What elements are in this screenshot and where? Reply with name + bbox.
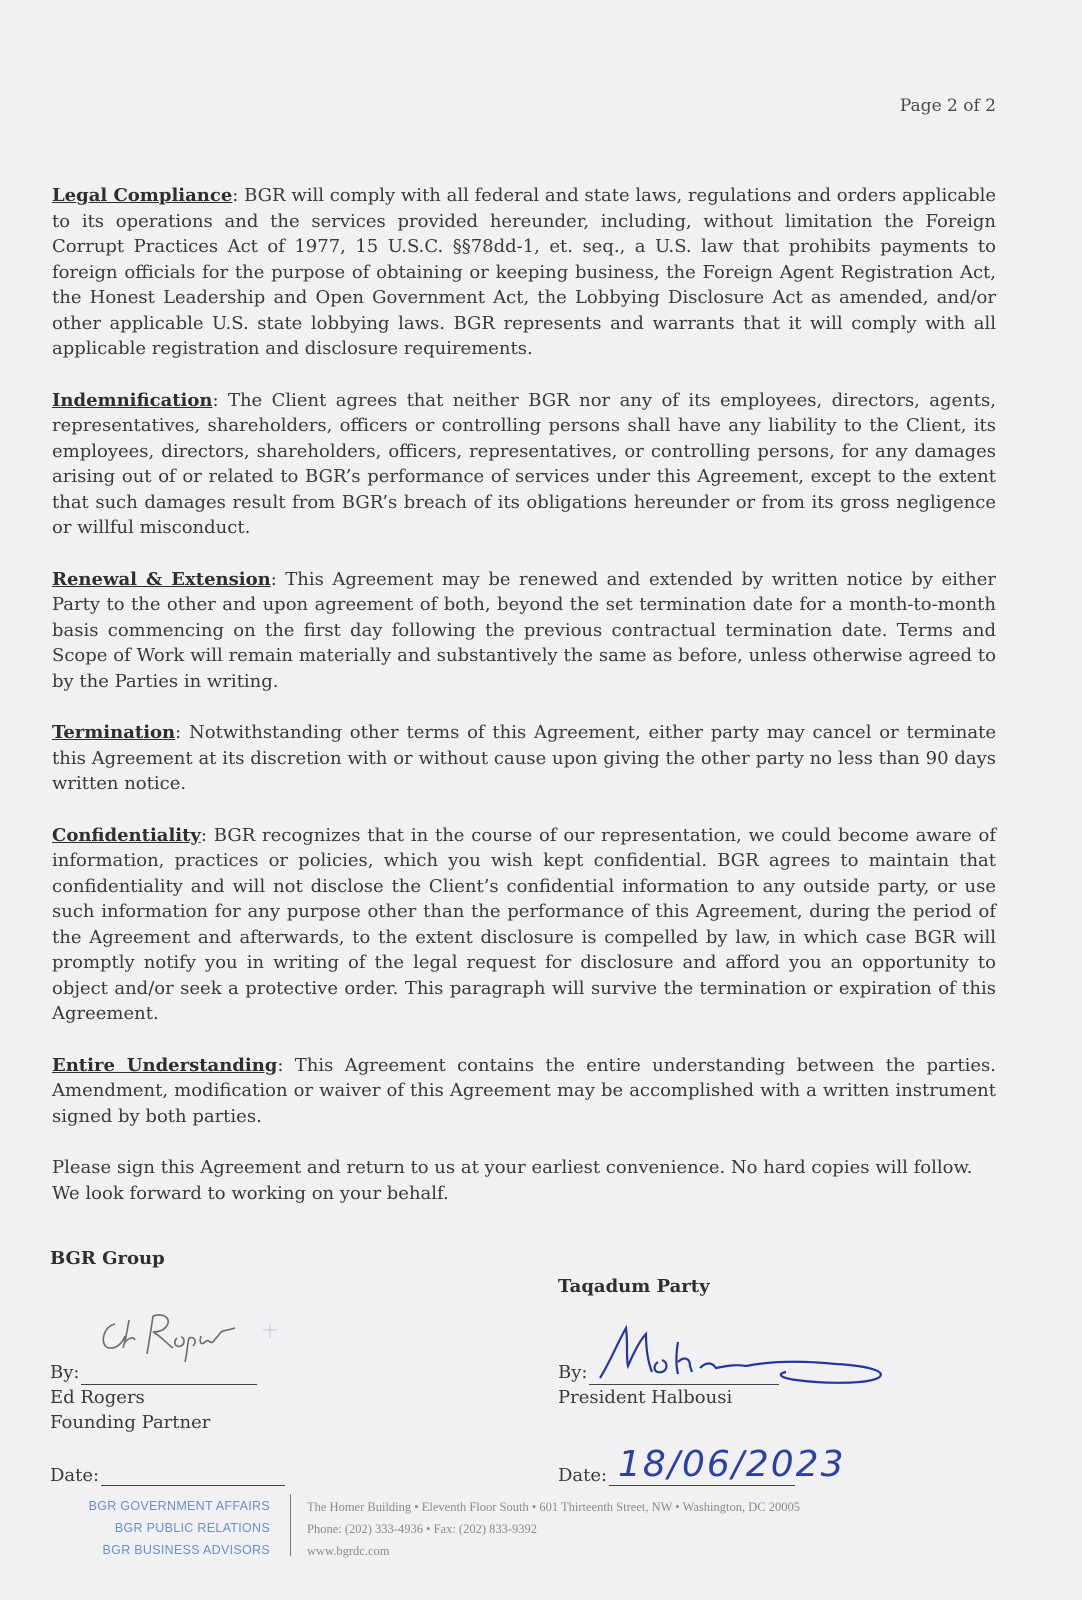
date-label: Date: (558, 1465, 608, 1486)
signature-ed-rogers (95, 1302, 285, 1362)
footer-contact (307, 1496, 800, 1562)
clause-confidentiality (52, 823, 996, 1027)
right-signature-block (558, 1360, 779, 1410)
clause-title: Renewal & Extension (52, 568, 271, 590)
footer-division: BGR BUSINESS ADVISORS (102, 1543, 270, 1557)
left-date-field (50, 1465, 285, 1486)
footer-website: www.bgrdc.com (307, 1544, 390, 1558)
signer-name: Ed Rogers (50, 1387, 145, 1408)
date-label: Date: (50, 1465, 100, 1486)
signature-line (589, 1366, 779, 1385)
left-party-org: BGR Group (50, 1248, 165, 1269)
footer-address: The Homer Building • Eleventh Floor South • 601 Thirteenth Street, NW • Washington, DC 20005 (307, 1500, 800, 1514)
agreement-clauses (52, 183, 996, 1206)
clause-indemnification (52, 388, 996, 541)
clause-entire-understanding (52, 1053, 996, 1130)
clause-body: : BGR will comply with all federal and state laws, regulations and orders applicable to its operations and the services provided hereunder, including, without limitation the Foreign Corrupt Practices Act of 1977, 15 U.S.C. §§78dd-1, et. seq., a U.S. law that prohibits payments to foreign officials for the purpose of obtaining or keeping business, the Foreign Agent Registration Act, the Honest Leadership and Open Government Act, the Lobbying Disclosure Act as amended, and/or other applicable U.S. state lobbying laws. BGR represents and warrants that it will comply with all applicable registration and disclosure requirements. (52, 185, 996, 359)
signature-line (81, 1366, 257, 1385)
clause-legal-compliance (52, 183, 996, 362)
clause-body: : Notwithstanding other terms of this Agreement, either party may cancel or terminate this Agreement at its discretion with or without cause upon giving the other party no less than 90 days written notice. (52, 722, 996, 794)
clause-title: Confidentiality (52, 824, 201, 846)
by-label: By: (50, 1362, 80, 1383)
clause-body: : The Client agrees that neither BGR nor any of its employees, directors, agents, representatives, shareholders, officers or controlling persons shall have any liability to the Client, its employees, directors, shareholders, officers, representatives, or controlling persons, for any damages arising out of or related to BGR’s performance of services under this Agreement, except to the extent that such damages result from BGR’s breach of its obligations hereunder or from its gross negligence or willful misconduct. (52, 389, 996, 538)
footer-division: BGR PUBLIC RELATIONS (114, 1521, 270, 1535)
handwritten-date: 18/06/2023 (618, 1444, 846, 1485)
closing-paragraph: Please sign this Agreement and return to us at your earliest convenience. No hard copies will follow. We look forward to working on your behalf. (52, 1157, 973, 1204)
clause-title: Entire Understanding (52, 1054, 278, 1076)
clause-renewal-extension (52, 567, 996, 695)
clause-termination (52, 720, 996, 797)
clause-title: Legal Compliance (52, 185, 233, 206)
clause-body: : This Agreement may be renewed and extended by written notice by either Party to the other and upon agreement of both, beyond the set termination date for a month-to-month basis commencing on the first day following the previous contractual termination date. Terms and Scope of Work will remain materially and substantively the same as before, unless otherwise agreed to by the Parties in writing. (52, 568, 997, 692)
footer-phone: Phone: (202) 333-4936 • Fax: (202) 833-9392 (307, 1522, 538, 1536)
right-party-org: Taqadum Party (558, 1276, 710, 1297)
footer-divider (290, 1494, 291, 1556)
page-number: Page 2 of 2 (899, 96, 996, 116)
date-line (101, 1467, 285, 1486)
signer-title: Founding Partner (50, 1412, 211, 1433)
clause-title: Indemnification (52, 389, 213, 411)
footer-divisions (52, 1495, 270, 1561)
clause-body: : This Agreement contains the entire understanding between the parties. Amendment, modification or waiver of this Agreement may be accomplished with a written instrument signed by both parties. (52, 1054, 996, 1127)
clause-body: : BGR recognizes that in the course of our representation, we could become aware of information, practices or policies, which you wish kept confidential. BGR agrees to maintain that confidentiality and will not disclose the Client’s confidential information to any outside party, or use such information for any purpose other than the performance of this Agreement, during the period of the Agreement and afterwards, to the extent disclosure is compelled by law, in which case BGR will promptly notify you in writing of the legal request for disclosure and afford you an opportunity to object and/or seek a protective order. This paragraph will survive the termination or expiration of this Agreement. (52, 824, 996, 1024)
clause-title: Termination (52, 722, 176, 743)
by-label: By: (558, 1362, 588, 1383)
left-signature-block (50, 1360, 257, 1435)
footer-division: BGR GOVERNMENT AFFAIRS (88, 1499, 270, 1513)
signer-name: President Halbousi (558, 1387, 733, 1408)
